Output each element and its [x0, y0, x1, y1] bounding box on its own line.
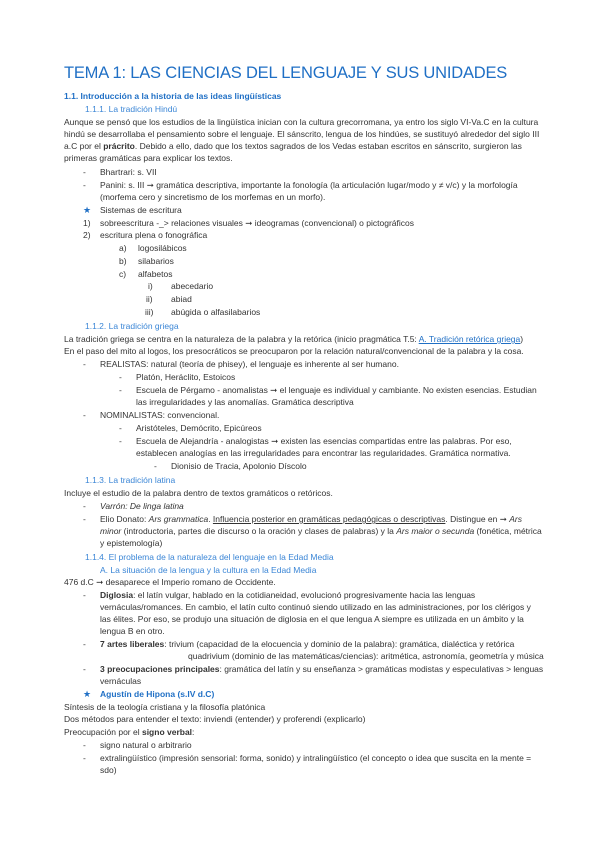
list-item: escritura plena o fonográfica: [100, 230, 208, 240]
list-item: REALISTAS: natural (teoría de phisey), el lenguaje es inherente al ser humano.: [100, 359, 399, 369]
dash-bullet: -: [119, 423, 122, 433]
list-number: 1): [83, 218, 91, 228]
paragraph-line: Aunque se pensó que los estudios de la lingüística inician con la cultura grecorromana, ya entro los siglo VI-Va.C en la cultura: [64, 117, 539, 127]
list-item-continuation: quadrivium (dominio de las matemáticas/ciencias): aritmética, astronomía, geometría y música: [188, 651, 544, 661]
list-item: abiad: [171, 294, 192, 304]
list-item-continuation: las irregularidades y las anomalías. Gramática descriptiva: [136, 397, 354, 407]
paragraph-line: Incluye el estudio de la palabra dentro de textos gramáticos o retóricos.: [64, 488, 333, 498]
list-item: logosilábicos: [138, 243, 187, 253]
document-title: TEMA 1: LAS CIENCIAS DEL LENGUAJE Y SUS UNIDADES: [64, 64, 508, 82]
list-item: Escuela de Alejandría - analogistas ➞ existen las esencias compartidas entre las palabras. Por eso,: [136, 436, 512, 446]
dash-bullet: -: [83, 639, 86, 649]
list-item-continuation: minor (introductoria, partes die discurso o la oración y clases de palabras) y la Ars maior o secunda (fonética, métrica: [100, 526, 542, 536]
dash-bullet: -: [154, 461, 157, 471]
list-roman: i): [148, 281, 153, 291]
section-heading: 1.1. Introducción a la historia de las ideas lingüísticas: [64, 91, 282, 101]
list-item: Aristóteles, Demócrito, Epicúreos: [136, 423, 262, 433]
list-item: signo natural o arbitrario: [100, 740, 192, 750]
paragraph-line: Preocupación por el signo verbal:: [64, 727, 195, 737]
list-item: abúgida o alfasilabarios: [171, 307, 261, 317]
list-item-continuation: vernáculas: [100, 676, 142, 686]
subsection-heading: 1.1.2. La tradición griega: [85, 321, 179, 331]
dash-bullet: -: [119, 372, 122, 382]
dash-bullet: -: [119, 436, 122, 446]
dash-bullet: -: [83, 514, 86, 524]
dash-bullet: -: [83, 359, 86, 369]
star-bullet-icon: ★: [83, 689, 92, 699]
list-item: Panini: s. III ➞ gramática descriptiva, importante la fonología (la articulación lugar/modo y ≠ v/c) y la morfología: [100, 180, 518, 190]
list-letter: b): [119, 256, 127, 266]
list-item-continuation: y epistemología): [100, 538, 163, 548]
list-item: extralingüístico (impresión sensorial: forma, sonido) y intralingüístico (el concepto o idea que suscita en la mente =: [100, 753, 532, 763]
paragraph-line: hindú se desarrollaba el pensamiento sobre el lenguaje. El sánscrito, lengua de los hindúes, se sustituyó alrededor del siglo III: [64, 129, 540, 139]
paragraph-line: En el paso del mito al logos, los presocráticos se preocuparon por la relación natural/convencional de la palabra y la cosa.: [64, 346, 524, 356]
list-number: 2): [83, 230, 91, 240]
dash-bullet: -: [83, 180, 86, 190]
dash-bullet: -: [119, 385, 122, 395]
paragraph-line: Dos métodos para entender el texto: inviendi (entender) y proferendi (explicarlo): [64, 714, 366, 724]
list-item: NOMINALISTAS: convencional.: [100, 410, 220, 420]
dash-bullet: -: [83, 590, 86, 600]
list-roman: iii): [145, 307, 154, 317]
paragraph-line: 476 d.C ➞ desaparece el Imperio romano de Occidente.: [64, 577, 276, 587]
list-item-continuation: lengua B en otro.: [100, 626, 165, 636]
subsection-heading: 1.1.1. La tradición Hindú: [85, 104, 178, 114]
subsection-heading: 1.1.4. El problema de la naturaleza del lenguaje en la Edad Media: [85, 552, 334, 562]
list-roman: ii): [146, 294, 153, 304]
list-item: Bhartrari: s. VII: [100, 167, 157, 177]
dash-bullet: -: [83, 664, 86, 674]
list-item-continuation: las élites. Por eso, se produjo una situación de diglosia en el que lengua A siempre es utilizada en un ámbito y la: [100, 614, 524, 624]
list-item: Platón, Heráclito, Estoicos: [136, 372, 236, 382]
list-item-continuation: establecen analogías en las irregularidades para encontrar las regularidades. Gramática normativa.: [136, 448, 511, 458]
subsection-heading: 1.1.3. La tradición latina: [85, 475, 176, 485]
cross-reference-link[interactable]: A. Tradición retórica griega: [418, 334, 521, 344]
dash-bullet: -: [83, 167, 86, 177]
list-item: Dionisio de Tracia, Apolonio Díscolo: [171, 461, 307, 471]
paragraph-line: primeras gramáticas para explicar los textos.: [64, 153, 233, 163]
list-item: Escuela de Pérgamo - anomalistas ➞ el lenguaje es individual y cambiante. No existen esencias. Estudian: [136, 385, 537, 395]
dash-bullet: -: [83, 740, 86, 750]
list-letter: a): [119, 243, 127, 253]
list-letter: c): [119, 269, 127, 279]
subsection-heading: A. La situación de la lengua y la cultura en la Edad Media: [100, 565, 317, 575]
list-item: alfabetos: [138, 269, 173, 279]
list-item: Varrón: De linga latina: [100, 501, 184, 511]
list-item: 7 artes liberales: trivium (capacidad de la elocuencia y dominio de la palabra): gramática, dialéctica y retórica: [100, 639, 515, 649]
dash-bullet: -: [83, 753, 86, 763]
list-item: Sistemas de escritura: [100, 205, 182, 215]
paragraph-line: Síntesis de la teología cristiana y la filosofía platónica: [64, 702, 266, 712]
list-item: Diglosia: el latín vulgar, hablado en la cotidianeidad, evolucionó progresivamente hacia las lenguas: [100, 590, 476, 600]
list-item-heading: Agustín de Hipona (s.IV d.C): [100, 689, 215, 699]
list-item-continuation: vernáculas/romances. En cambio, el latín culto continuó siendo utilizado en las administraciones, por los clérigos y: [100, 602, 531, 612]
paragraph-line: La tradición griega se centra en la naturaleza de la palabra y la retórica (inicio pragmática T.5: A. Tradición retórica griega): [64, 334, 524, 344]
list-item: abecedario: [171, 281, 214, 291]
star-bullet-icon: ★: [83, 205, 92, 215]
list-item-continuation: sdo): [100, 765, 117, 775]
list-item: sobreescritura -_> relaciones visuales ➞ ideogramas (convencional) o pictográficos: [100, 218, 414, 228]
list-item-continuation: (morfema cero y sincretismo de los morfemas en un morfo).: [100, 192, 326, 202]
paragraph-line: a.C por el prácrito. Debido a ello, dado que los textos sagrados de los Vedas estaban escritos en sánscrito, surgieron las: [64, 141, 522, 151]
dash-bullet: -: [83, 410, 86, 420]
list-item: Elio Donato: Ars grammatica. Influencia posterior en gramáticas pedagógicas o descriptivas. Distingue en ➞ Ars: [100, 514, 522, 524]
dash-bullet: -: [83, 501, 86, 511]
list-item: 3 preocupaciones principales: gramática del latín y su enseñanza > gramáticas modistas y especulativas > lenguas: [100, 664, 544, 674]
list-item: silabarios: [138, 256, 174, 266]
